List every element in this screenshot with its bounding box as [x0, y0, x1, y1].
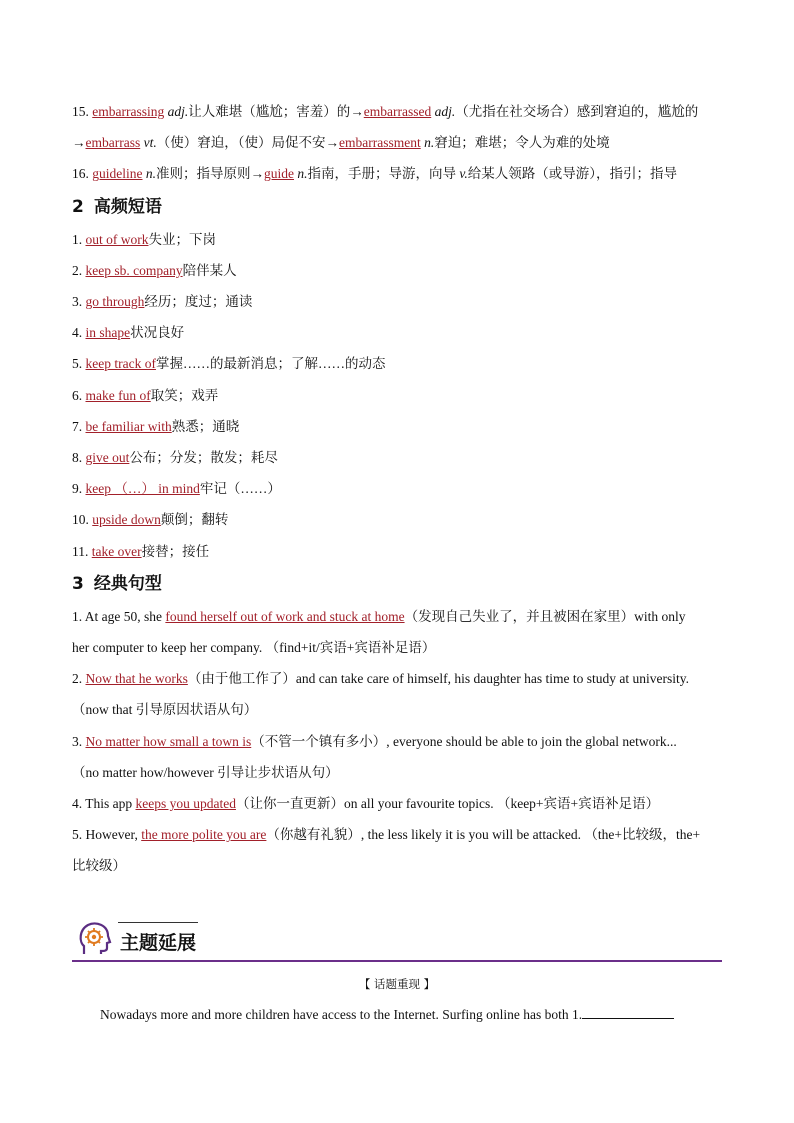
sentence-text: （让你一直更新）on all your favourite topics. （keep+宾语+宾语补足语）	[235, 796, 660, 812]
phrase-meaning: 牢记（……）	[199, 481, 281, 497]
item-number: 8.	[72, 450, 86, 466]
vocab-line	[72, 96, 722, 127]
item-number: 1.	[72, 231, 86, 247]
vocab-meaning: 给某人领路（或导游），指引；指导	[467, 166, 677, 182]
section-title: 经典句型	[93, 573, 162, 594]
item-number: 10.	[72, 512, 93, 528]
part-of-speech: n.	[142, 166, 156, 182]
item-number: 3.	[72, 294, 86, 310]
vocab-meaning: 让人难堪（尴尬；害羞）的→	[188, 104, 364, 119]
page-content	[72, 96, 722, 882]
phrase-list	[72, 224, 722, 567]
phrase-meaning: 状况良好	[130, 325, 185, 341]
phrase-meaning: 熟悉；通晓	[171, 418, 240, 434]
part-of-speech: adj.	[431, 104, 456, 119]
item-number: 6.	[72, 387, 86, 403]
sentence-line	[72, 819, 722, 850]
sentence-text: her computer to keep her company. （find+it/宾语+宾语补足语）	[72, 640, 436, 656]
phrase-text: take over	[91, 543, 142, 559]
phrase-item	[72, 224, 722, 255]
phrase-meaning: 取笑；戏弄	[150, 387, 219, 403]
part-of-speech: vt.	[140, 135, 157, 151]
sentence-line	[72, 632, 722, 663]
phrase-item	[72, 317, 722, 348]
vocab-meaning: （尤指在社交场合）感到窘迫的，尴尬的	[455, 104, 699, 119]
phrase-meaning: 陪伴某人	[182, 262, 237, 278]
sentence-text: （now that 引导原因状语从句）	[72, 702, 258, 718]
section-heading-phrases	[72, 190, 722, 224]
phrase-item	[72, 473, 722, 504]
sentence-text: （发现自己失业了，并且被困在家里）with only	[404, 608, 686, 624]
phrase-item	[72, 411, 722, 442]
phrase-item	[72, 286, 722, 317]
phrase-text: keep track of	[85, 356, 156, 372]
passage-paragraph	[72, 1004, 722, 1026]
sentence-text: （由于他工作了）and can take care of himself, his daughter has time to study at university.	[187, 671, 689, 687]
sentence-text: 4. This app	[72, 796, 136, 812]
vocab-word: embarrass	[85, 135, 141, 151]
sentence-line	[72, 694, 722, 725]
phrase-text: go through	[85, 294, 145, 310]
phrase-meaning: 接替；接任	[141, 543, 210, 559]
part-of-speech: n.	[420, 135, 435, 151]
sentence-text: （不管一个镇有多小）, everyone should be able to join the global network...	[251, 733, 677, 749]
vocab-meaning: 指南，手册；导游，向导	[307, 166, 460, 182]
item-number: 16.	[72, 166, 93, 182]
part-of-speech: n.	[294, 166, 308, 182]
answer-blank-1[interactable]	[582, 1005, 674, 1019]
vocab-line	[72, 158, 722, 189]
vocab-line	[72, 127, 722, 158]
key-structure: keeps you updated	[135, 796, 236, 812]
vocab-word: embarrassed	[363, 104, 432, 119]
phrase-text: upside down	[92, 512, 161, 528]
item-number: 11.	[72, 543, 92, 559]
item-number: 9.	[72, 481, 86, 497]
phrase-text: in shape	[85, 325, 131, 341]
sentence-list	[72, 601, 722, 882]
sentence-line	[72, 757, 722, 788]
section-number: 2	[72, 196, 84, 217]
vocab-word: embarrassing	[92, 104, 165, 119]
vocab-meaning: →	[72, 135, 86, 151]
key-structure: Now that he works	[85, 671, 188, 687]
vocab-meaning: 准则；指导原则→	[156, 166, 264, 182]
sentence-line	[72, 663, 722, 694]
phrase-item	[72, 348, 722, 379]
sentence-text: （你越有礼貌）, the less likely it is you will be attacked. （the+比较级，the+	[266, 827, 701, 843]
phrase-meaning: 经历；度过；通读	[144, 294, 253, 310]
item-number: 2.	[72, 262, 86, 278]
banner-decoration-line	[118, 922, 198, 923]
section-heading-sentences	[72, 567, 722, 601]
phrase-text: make fun of	[85, 387, 151, 403]
phrase-item	[72, 504, 722, 535]
vocab-word: guide	[264, 166, 294, 182]
vocab-meaning: 窘迫；难堪；令人为难的处境	[434, 135, 610, 151]
phrase-text: be familiar with	[85, 418, 172, 434]
vocabulary-list	[72, 96, 722, 190]
phrase-text: keep sb. company	[85, 262, 183, 278]
sentence-line	[72, 726, 722, 757]
sentence-text: 2.	[72, 671, 86, 687]
sentence-line	[72, 601, 722, 632]
item-number: 7.	[72, 418, 86, 434]
phrase-meaning: 颠倒；翻转	[160, 512, 229, 528]
phrase-item	[72, 442, 722, 473]
part-of-speech: adj.	[164, 104, 189, 119]
theme-extension-banner	[72, 918, 722, 962]
vocab-word: embarrassment	[338, 135, 421, 151]
sentence-line	[72, 788, 722, 819]
key-structure: No matter how small a town is	[85, 733, 252, 749]
phrase-item	[72, 380, 722, 411]
head-gear-icon	[76, 920, 112, 958]
phrase-item	[72, 255, 722, 286]
phrase-meaning: 公布；分发；散发；耗尽	[129, 450, 278, 466]
theme-title: 主题延展	[120, 932, 197, 954]
sentence-text: 比较级）	[72, 858, 126, 874]
phrase-meaning: 失业；下岗	[148, 231, 216, 247]
phrase-text: out of work	[85, 231, 149, 247]
topic-label: 【 话题重现 】	[358, 977, 436, 991]
phrase-text: give out	[85, 450, 130, 466]
sentence-text: 5. However,	[72, 827, 142, 843]
item-number: 4.	[72, 325, 86, 341]
vocab-meaning: （使）窘迫，（使）局促不安→	[156, 135, 339, 151]
section-title: 高频短语	[93, 196, 162, 217]
key-structure: the more polite you are	[141, 827, 267, 843]
section-number: 3	[72, 573, 84, 594]
phrase-meaning: 掌握……的最新消息；了解……的动态	[155, 356, 386, 372]
passage-text: Nowadays more and more children have access to the Internet. Surfing online has both 1.	[100, 1007, 583, 1022]
sentence-line	[72, 850, 722, 881]
sentence-text: （no matter how/however 引导让步状语从句）	[72, 764, 339, 780]
key-structure: found herself out of work and stuck at home	[165, 608, 405, 624]
item-number: 5.	[72, 356, 86, 372]
sentence-text: 3.	[72, 733, 86, 749]
part-of-speech: v.	[459, 166, 468, 182]
phrase-text: keep （…） in mind	[85, 481, 200, 497]
sentence-text: 1. At age 50, she	[72, 608, 166, 624]
item-number: 15.	[72, 104, 93, 119]
vocab-word: guideline	[92, 166, 143, 182]
phrase-item	[72, 536, 722, 567]
